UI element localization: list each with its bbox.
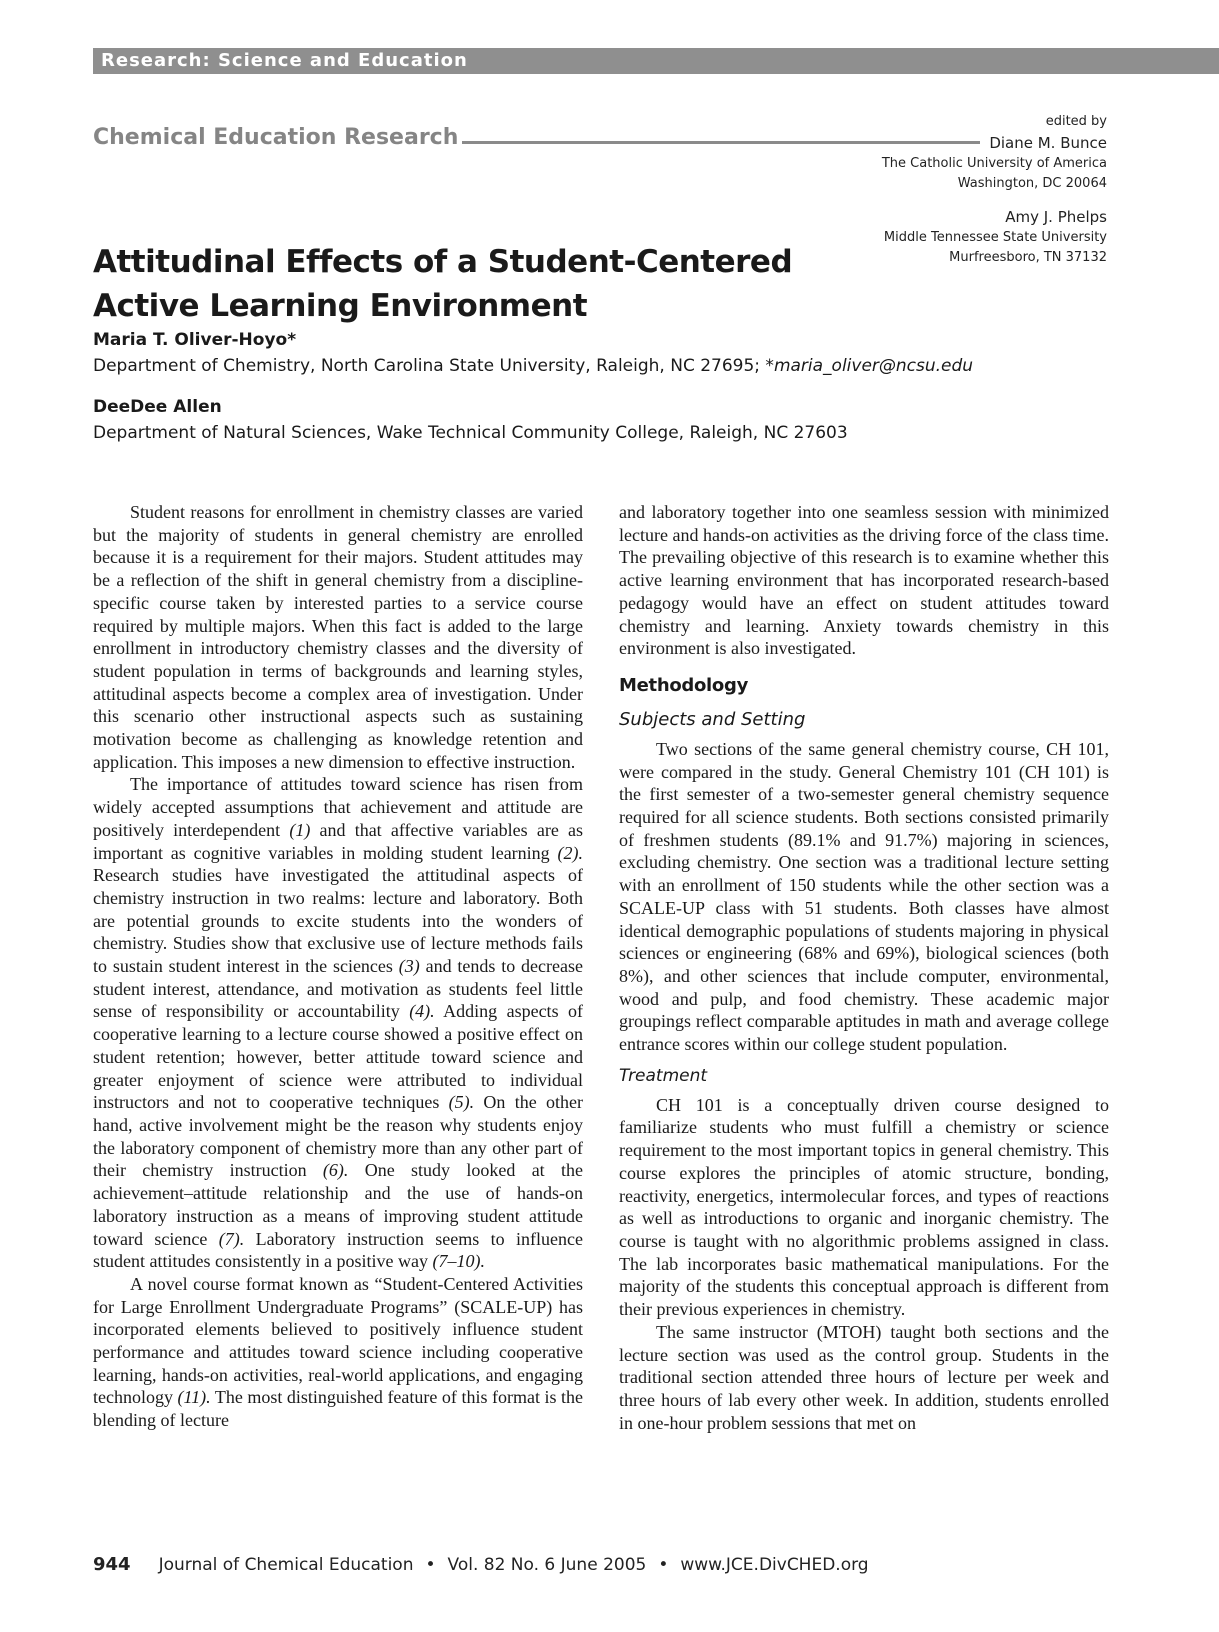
text-run: On the other hand, active involvement might be the reason why students enjoy the laboratory component of chemistry more than any other part of their chemistry instruction xyxy=(93,1092,583,1181)
text-run: and tends to decrease student interest, attendance, and motivation as students feel little sense of responsibility or accountability xyxy=(93,956,583,1022)
body-paragraph: Two sections of the same general chemistry course, CH 101, were compared in the study. General Chemistry 101 (CH 101) is the first semester of a two-semester general chemistry sequence required for all science students. Both sections consisted primarily of freshmen students (89.1% and 91.7%) majoring in sciences, excluding chemistry. One section was a traditional lecture setting with an enrollment of 150 students while the other section was a SCALE-UP class with 51 students. Both classes have almost identical demographic populations of students majoring in physical sciences or engineering (68% and 69%), biological sciences (both 8%), and other sciences that include computer, environmental, wood and pulp, and food chemistry. These academic major groupings reflect comparable aptitudes in math and average college entrance scores within our college student population. xyxy=(619,738,1109,1055)
body-paragraph: CH 101 is a conceptually driven course designed to familiarize students who must fulfill a chemistry or science requirement to the most important topics in general chemistry. This course explores the principles of atomic structure, bonding, reactivity, energetics, intermolecular forces, and types of reactions as well as introductions to organic and inorganic chemistry. The course is taught with no algorithmic problems assigned in class. The lab incorporates basic mathematical manipulations. For the majority of the students this conceptual approach is different from their previous experiences in chemistry. xyxy=(619,1094,1109,1320)
citation: (5). xyxy=(448,1092,475,1113)
body-paragraph: The same instructor (MTOH) taught both sections and the lecture section was used as the control group. Students in the traditional section attended three hours of lecture per week and three hours of lab every other week. In addition, students enrolled in one-hour problem sessions that met on xyxy=(619,1321,1109,1433)
author-affiliation xyxy=(93,356,973,376)
affiliation-text: Department of Chemistry, North Carolina State University, Raleigh, NC 27695; * xyxy=(93,356,774,376)
volume-info: Vol. 82 No. 6 June 2005 xyxy=(447,1555,647,1575)
body-paragraph xyxy=(93,773,583,1272)
citation: (7). xyxy=(218,1228,245,1249)
body-column-right xyxy=(619,501,1109,1434)
subsection-heading-subjects: Subjects and Setting xyxy=(619,708,806,730)
citation: (2). xyxy=(557,842,583,863)
section-banner: Research: Science and Education xyxy=(93,48,1219,74)
subsection-heading-treatment: Treatment xyxy=(619,1065,708,1086)
citation: (4). xyxy=(409,1001,435,1022)
text-run: Laboratory instruction seems to influence student attitudes consistently in a positive way xyxy=(93,1228,583,1272)
text-run: Adding aspects of cooperative learning to a lecture course showed a positive effect on student retention; however, better attitude toward science and greater enjoyment of science were attributed to individual instructors and not to cooperative techniques xyxy=(93,1001,584,1113)
text-run: and that affective variables are as important as cognitive variables in molding student learning xyxy=(93,819,583,863)
author-name: Maria T. Oliver-Hoyo* xyxy=(93,330,297,350)
author-name: DeeDee Allen xyxy=(93,397,222,417)
article-title xyxy=(93,240,813,328)
edited-by-label: edited by xyxy=(1045,114,1107,129)
article-title-line: Attitudinal Effects of a Student-Centered xyxy=(93,244,793,280)
editors-block xyxy=(882,112,1107,268)
journal-url[interactable]: www.JCE.DivCHED.org xyxy=(680,1555,869,1575)
article-title-line: Active Learning Environment xyxy=(93,288,588,324)
section-heading-methodology: Methodology xyxy=(619,674,749,696)
bullet-separator: • xyxy=(425,1555,436,1575)
citation: (1) xyxy=(289,819,311,840)
editor-location: Murfreesboro, TN 37132 xyxy=(949,250,1107,265)
body-paragraph xyxy=(93,1273,583,1432)
page-footer xyxy=(93,1554,869,1575)
text-run: One study looked at the achievement–attitude relationship and the use of hands-on laboratory instruction as a means of improving student attitude toward science xyxy=(93,1160,583,1249)
citation: (6). xyxy=(322,1160,349,1181)
citation: (7–10). xyxy=(432,1251,485,1272)
editor-name: Amy J. Phelps xyxy=(1005,208,1107,226)
author-affiliation: Department of Natural Sciences, Wake Technical Community College, Raleigh, NC 27603 xyxy=(93,423,848,443)
journal-name: Journal of Chemical Education xyxy=(158,1555,414,1575)
citation: (11). xyxy=(177,1387,211,1408)
page-number: 944 xyxy=(93,1554,131,1575)
spacer xyxy=(882,194,1107,206)
editor-name: Diane M. Bunce xyxy=(989,134,1107,152)
body-column-left xyxy=(93,501,583,1432)
text-run: Research studies have investigated the attitudinal aspects of chemistry instruction in two realms: lecture and laboratory. Both are potential grounds to excite students into the wonders of chemistry. Studies show that exclusive use of lecture methods fails to sustain student interest in the sciences xyxy=(93,865,583,977)
text-run: A novel course format known as “Student-Centered Activities for Large Enrollment Undergraduate Programs” (SCALE-UP) has incorporated elements believed to positively influence student performance and attitudes toward science including cooperative learning, hands-on activities, real-world applications, and engaging technology xyxy=(93,1273,583,1408)
citation: (3) xyxy=(398,956,420,977)
body-paragraph: Student reasons for enrollment in chemistry classes are varied but the majority of students in general chemistry are enrolled because it is a requirement for their majors. Student attitudes may be a reflection of the shift in general chemistry from a discipline-specific course taken by interested parties to a service course required by multiple majors. When this fact is added to the large enrollment in introductory chemistry classes and the diversity of student population in terms of backgrounds and learning styles, attitudinal aspects become a complex area of investigation. Under this scenario other instructional aspects such as sustaining motivation become as challenging as knowledge retention and application. This imposes a new dimension to effective instruction. xyxy=(93,502,583,772)
section-heading: Chemical Education Research xyxy=(93,125,459,150)
text-run: The most distinguished feature of this format is the blending of lecture xyxy=(93,1387,583,1431)
author-email[interactable]: maria_oliver@ncsu.edu xyxy=(773,356,974,376)
bullet-separator: • xyxy=(658,1555,669,1575)
body-paragraph: and laboratory together into one seamless session with minimized lecture and hands-on activities as the driving force of the class time. The prevailing objective of this research is to examine whether this active learning environment that has incorporated research-based pedagogy would have an effect on student attitudes toward chemistry and learning. Anxiety towards chemistry in this environment is also investigated. xyxy=(619,502,1109,659)
editor-affiliation: Middle Tennessee State University xyxy=(883,230,1107,245)
text-run: The importance of attitudes toward science has risen from widely accepted assumptions that achievement and attitude are positively interdependent xyxy=(93,774,583,840)
editor-location: Washington, DC 20064 xyxy=(957,176,1107,191)
editor-affiliation: The Catholic University of America xyxy=(881,156,1107,171)
